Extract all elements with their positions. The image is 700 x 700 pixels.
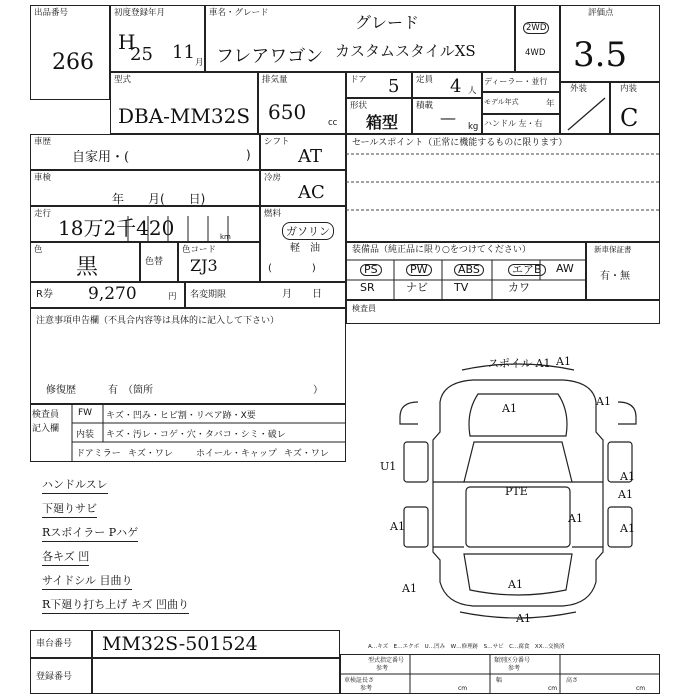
- type-value: DBA-MM32S: [118, 104, 251, 128]
- displacement-value: 650: [268, 100, 307, 124]
- vin-value: MM32S-501524: [102, 633, 258, 655]
- body-label: 形状: [350, 101, 368, 111]
- load-label: 積載: [416, 101, 434, 111]
- history-value: 自家用・(: [72, 150, 130, 165]
- warranty-label: 新車保証書: [594, 245, 632, 254]
- equipment-item: PW: [406, 264, 432, 276]
- month-unit: 月: [195, 58, 204, 68]
- footer-f5: 車検証長さ: [344, 677, 375, 684]
- doors-label: ドア: [350, 75, 367, 85]
- displacement-label: 排気量: [262, 75, 288, 85]
- equipment-item: カワ: [508, 281, 530, 294]
- footer-f11: cm: [636, 685, 646, 692]
- name-change-label: 名変期限: [190, 290, 227, 300]
- color-code-label: 色コード: [182, 245, 217, 255]
- notes-label: 注意事項申告欄（不具合内容等は具体的に記入して下さい）: [36, 316, 280, 326]
- color-label: 色: [34, 245, 43, 255]
- check-wheel: ホイール・キャップ: [196, 449, 277, 459]
- equipment-item: SR: [360, 281, 375, 294]
- repair-label: 修復歴: [46, 385, 76, 396]
- equipment-item: PS: [360, 264, 382, 276]
- history-cell: [30, 134, 260, 170]
- check-label-2: 記入欄: [32, 424, 60, 434]
- handwritten-note: 各キズ 凹: [42, 548, 89, 566]
- warranty-value: 有・無: [600, 271, 630, 282]
- interior-value: C: [620, 104, 639, 132]
- footer-f3: 参考: [376, 665, 389, 672]
- damage-legend: A…キズ E…エクボ U…凹み W…修理跡 S…サビ C…腐食 XX…交換済: [368, 644, 565, 650]
- lot-label: 出品番号: [34, 8, 69, 18]
- handwritten-note: Rスポイラー Pハゲ: [42, 524, 138, 542]
- vin-label: 車台番号: [36, 639, 73, 649]
- repair-value: 有 （箇所 ）: [108, 385, 323, 396]
- history-close: ): [246, 148, 251, 162]
- reg-value-cell: [92, 658, 340, 694]
- fuel-diesel: 軽 油: [290, 243, 320, 254]
- footer-f2: 類別区分番号: [494, 657, 531, 664]
- check-door-items: キズ・ワレ: [128, 449, 173, 459]
- equipment-label: 装備品（純正品に限り○をつけてください）: [352, 245, 531, 255]
- check-label-1: 検査員: [32, 410, 60, 420]
- diagram-note: A1: [620, 522, 635, 535]
- interior-label: 内装: [620, 84, 638, 94]
- check-naisou-items: キズ・汚レ・コゲ・穴・タバコ・シミ・破レ: [106, 430, 286, 440]
- footer-f8: 参考: [360, 685, 373, 692]
- check-wheel-items: キズ・ワレ: [284, 449, 329, 459]
- equipment-grid-lines: [346, 242, 586, 300]
- diagram-note: A1: [568, 512, 583, 525]
- score-label: 評価点: [588, 8, 614, 18]
- model-year-label: モデル年式: [484, 98, 519, 106]
- drive-2wd: 2WD: [523, 22, 549, 34]
- load-unit: kg: [468, 122, 479, 132]
- diagram-note: スポイル A1: [488, 357, 551, 370]
- ac-value: AC: [298, 182, 325, 203]
- check-door: ドアミラー: [76, 449, 121, 459]
- model-year-unit: 年: [546, 99, 555, 109]
- shift-value: AT: [298, 146, 323, 167]
- handwritten-note: ハンドルスレ: [42, 476, 108, 494]
- inspector-label: 検査員: [352, 304, 376, 313]
- handwritten-note: サイドシル 目曲り: [42, 572, 132, 590]
- drive-4wd: 4WD: [525, 48, 546, 58]
- recycle-unit: 円: [168, 292, 177, 302]
- exterior-slash: [560, 94, 610, 134]
- diagram-note: U1: [380, 460, 397, 473]
- recycle-label: R券: [36, 289, 53, 300]
- first-reg-month: 11: [172, 42, 195, 63]
- footer-f7: 高さ: [566, 677, 579, 684]
- inspector-cell: [346, 300, 660, 324]
- fuel-label: 燃料: [264, 209, 282, 219]
- equipment-item: AW: [556, 262, 574, 275]
- diagram-note: PTE: [505, 485, 528, 498]
- reg-label: 登録番号: [36, 672, 73, 682]
- inspection-label: 車検: [34, 173, 52, 183]
- body-value: 箱型: [366, 113, 399, 132]
- shift-label: シフト: [264, 137, 290, 147]
- mileage-value: 18万2千420: [58, 216, 175, 240]
- footer-f10: cm: [548, 685, 558, 692]
- equipment-item: ABS: [454, 264, 484, 276]
- grade-value: カスタムスタイルXS: [335, 42, 476, 60]
- type-label: 型式: [114, 75, 132, 85]
- mileage-label: 走行: [34, 209, 52, 219]
- history-label: 車歴: [34, 137, 52, 147]
- diagram-note: A1: [402, 582, 417, 595]
- footer-f1: 型式指定番号: [368, 657, 405, 664]
- exterior-label: 外装: [570, 84, 588, 94]
- name-change-value: 月 日: [282, 289, 322, 300]
- first-reg-year: 25: [130, 44, 153, 65]
- diagram-note: A1: [390, 520, 405, 533]
- color-code-value: ZJ3: [190, 256, 218, 275]
- fuel-value: ガソリン: [282, 222, 334, 240]
- diagram-note: A1: [502, 402, 517, 415]
- drive-cell: [515, 5, 560, 72]
- model-name-value: フレアワゴン: [216, 46, 324, 67]
- score-value: 3.5: [573, 35, 628, 75]
- diagram-note: A1: [556, 355, 571, 368]
- equipment-item: ナビ: [406, 281, 428, 294]
- equipment-item: エアB: [508, 264, 546, 276]
- sales-points-label: セールスポイント（正常に機能するものに限ります）: [352, 138, 568, 148]
- check-naisou: 内装: [76, 430, 95, 440]
- grade-label-hand: グレード: [355, 13, 420, 32]
- check-fw: FW: [78, 408, 93, 418]
- first-registration-label: 初度登録年月: [114, 8, 166, 18]
- diagram-note: A1: [620, 470, 635, 483]
- handwritten-note: R下廻り打ち上げ キズ 凹曲り: [42, 596, 189, 614]
- recycle-value: 9,270: [88, 284, 137, 304]
- diagram-note: A1: [618, 488, 633, 501]
- check-fw-items: キズ・凹み・ヒビ割・リペア跡・X要: [106, 411, 256, 421]
- diagram-note: A1: [596, 395, 611, 408]
- footer-f6: 幅: [496, 677, 503, 684]
- equipment-item: TV: [454, 281, 469, 294]
- mileage-digit-lines: [30, 206, 260, 242]
- footer-f9: cm: [458, 685, 468, 692]
- load-value: —: [440, 108, 456, 127]
- capacity-unit: 人: [468, 86, 477, 96]
- handle-label: ハンドル 左・右: [484, 119, 543, 128]
- fuel-paren: ( ): [268, 263, 316, 274]
- color-change-label: 色替: [145, 257, 164, 267]
- lot-number: 266: [52, 50, 94, 75]
- capacity-value: 4: [450, 76, 462, 97]
- displacement-unit: cc: [328, 118, 338, 128]
- diagram-note: A1: [508, 578, 523, 591]
- model-name-label: 車名・グレード: [209, 8, 269, 18]
- color-value: 黒: [76, 255, 99, 280]
- dealer-label: ディーラー・並行: [484, 77, 548, 86]
- doors-value: 5: [388, 76, 400, 97]
- mileage-unit: km: [220, 233, 231, 241]
- sales-points-lines: [346, 134, 660, 242]
- footer-f4: 参考: [508, 665, 521, 672]
- handwritten-note: 下廻りサビ: [42, 500, 97, 518]
- capacity-label: 定員: [416, 75, 434, 85]
- first-reg-era: H: [118, 30, 136, 54]
- ac-label: 冷房: [264, 173, 282, 183]
- inspection-value: 年 月( 日): [112, 192, 206, 206]
- diagram-note: A1: [516, 612, 531, 625]
